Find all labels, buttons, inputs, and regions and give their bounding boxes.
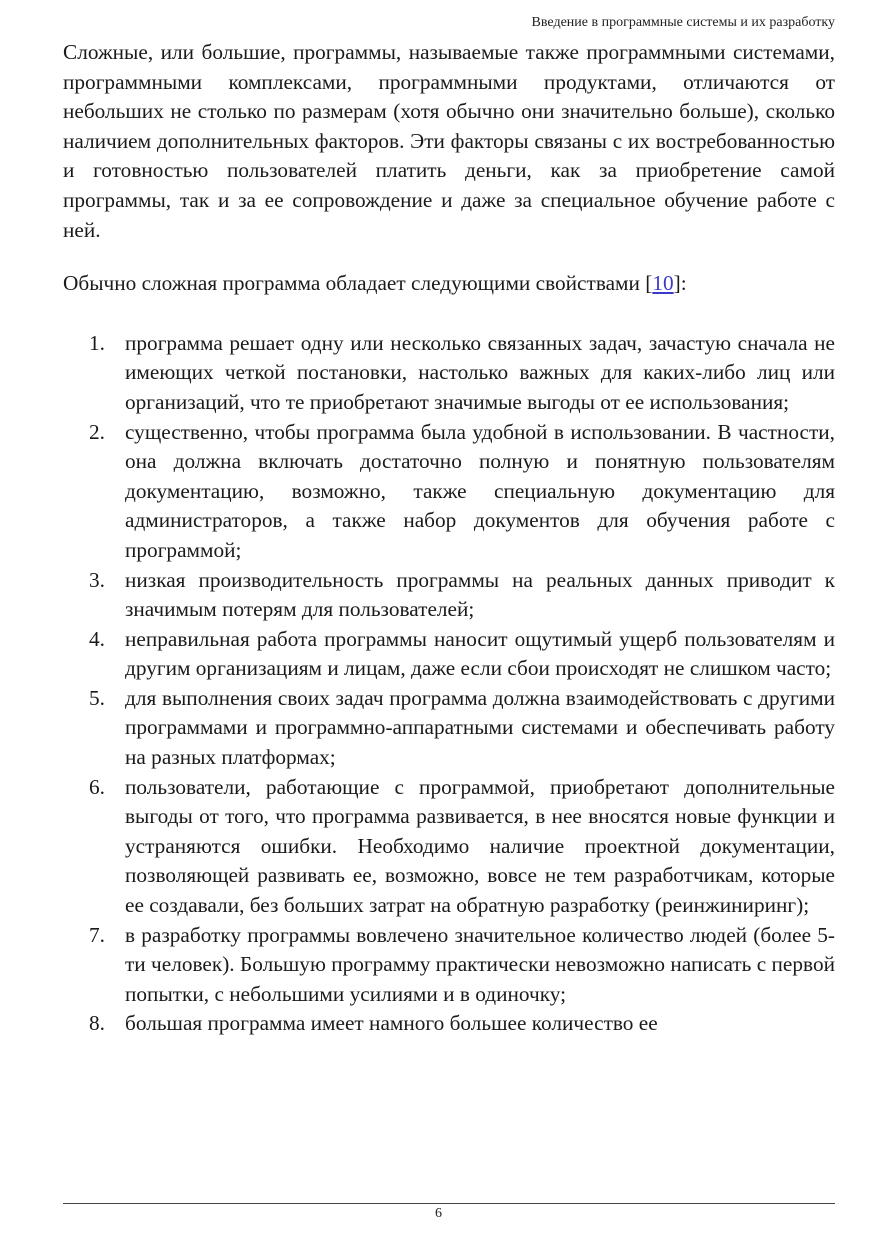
- list-item-number: 6.: [89, 774, 105, 799]
- list-item-text: программа решает одну или несколько связанных задач, зачастую сначала не имеющих четкой постановки, настолько важных для каких-либо лиц или организаций, что те приобретают значимые выгоды от ее использования;: [125, 330, 835, 414]
- list-item-number: 1.: [89, 330, 105, 355]
- list-item-text: неправильная работа программы наносит ощутимый ущерб пользователям и другим организациям и лицам, даже если сбои происходят не слишком часто;: [125, 626, 835, 681]
- list-item: [63, 921, 835, 1010]
- list-item-number: 2.: [89, 419, 105, 444]
- page-number: 6: [435, 1206, 442, 1221]
- properties-list: [63, 329, 835, 1039]
- list-item-number: 5.: [89, 685, 105, 710]
- list-item: [63, 329, 835, 418]
- citation-bracket-open: [: [645, 271, 653, 296]
- list-item: [63, 1009, 835, 1039]
- running-header-title: Введение в программные системы и их разработку: [531, 15, 835, 30]
- list-item-text: существенно, чтобы программа была удобной в использовании. В частности, она должна включать достаточно полную и понятную пользователям документацию, возможно, также специальную документацию для администраторов, а также набор документов для обучения работе с программой;: [125, 419, 835, 562]
- paragraph-properties-text: Обычно сложная программа обладает следующими свойствами: [63, 271, 646, 296]
- list-item-number: 7.: [89, 922, 105, 947]
- list-item-text: большая программа имеет намного большее количество ее: [125, 1011, 658, 1036]
- list-item: [63, 773, 835, 921]
- list-item-text: для выполнения своих задач программа должна взаимодействовать с другими программами и программно-аппаратными системами и обеспечивать работу на разных платформах;: [125, 685, 835, 770]
- footer-divider: [63, 1203, 835, 1204]
- list-item-text: низкая производительность программы на реальных данных приводит к значимым потерям для пользователей;: [125, 567, 835, 622]
- list-item: [63, 684, 835, 773]
- list-item-text: в разработку программы вовлечено значительное количество людей (более 5-ти человек). Большую программу практически невозможно написать с первой попытки, с небольшими усилиями и в одиночку;: [125, 922, 835, 1006]
- list-item-text: пользователи, работающие с программой, приобретают дополнительные выгоды от того, что программа развивается, в нее вносятся новые функции и устраняются ошибки. Необходимо наличие проектной документации, позволяющей развивать ее, возможно, вовсе не тем разработчикам, которые ее создавали, без больших затрат на обратную разработку (реинжиниринг);: [125, 774, 835, 918]
- citation-bracket-close: ]:: [673, 271, 687, 296]
- paragraph-intro: Сложные, или большие, программы, называемые также программными системами, программными комплексами, программными продуктами, отличаются от небольших не столько по размерам (хотя обычно они значительно больше), сколько наличием дополнительных факторов. Эти факторы связаны с их востребованностью и готовностью пользователей платить деньги, как за приобретение самой программы, так и за ее сопровождение и даже за специальное обучение работе с ней.: [63, 40, 835, 242]
- list-item: [63, 625, 835, 684]
- citation-link[interactable]: 10: [652, 271, 674, 296]
- list-item: [63, 566, 835, 625]
- page-body: [63, 38, 835, 1039]
- paragraph-properties-lead: [63, 269, 835, 299]
- list-item: [63, 418, 835, 566]
- list-item-number: 3.: [89, 567, 105, 592]
- list-item-number: 8.: [89, 1011, 105, 1036]
- list-item-number: 4.: [89, 626, 105, 651]
